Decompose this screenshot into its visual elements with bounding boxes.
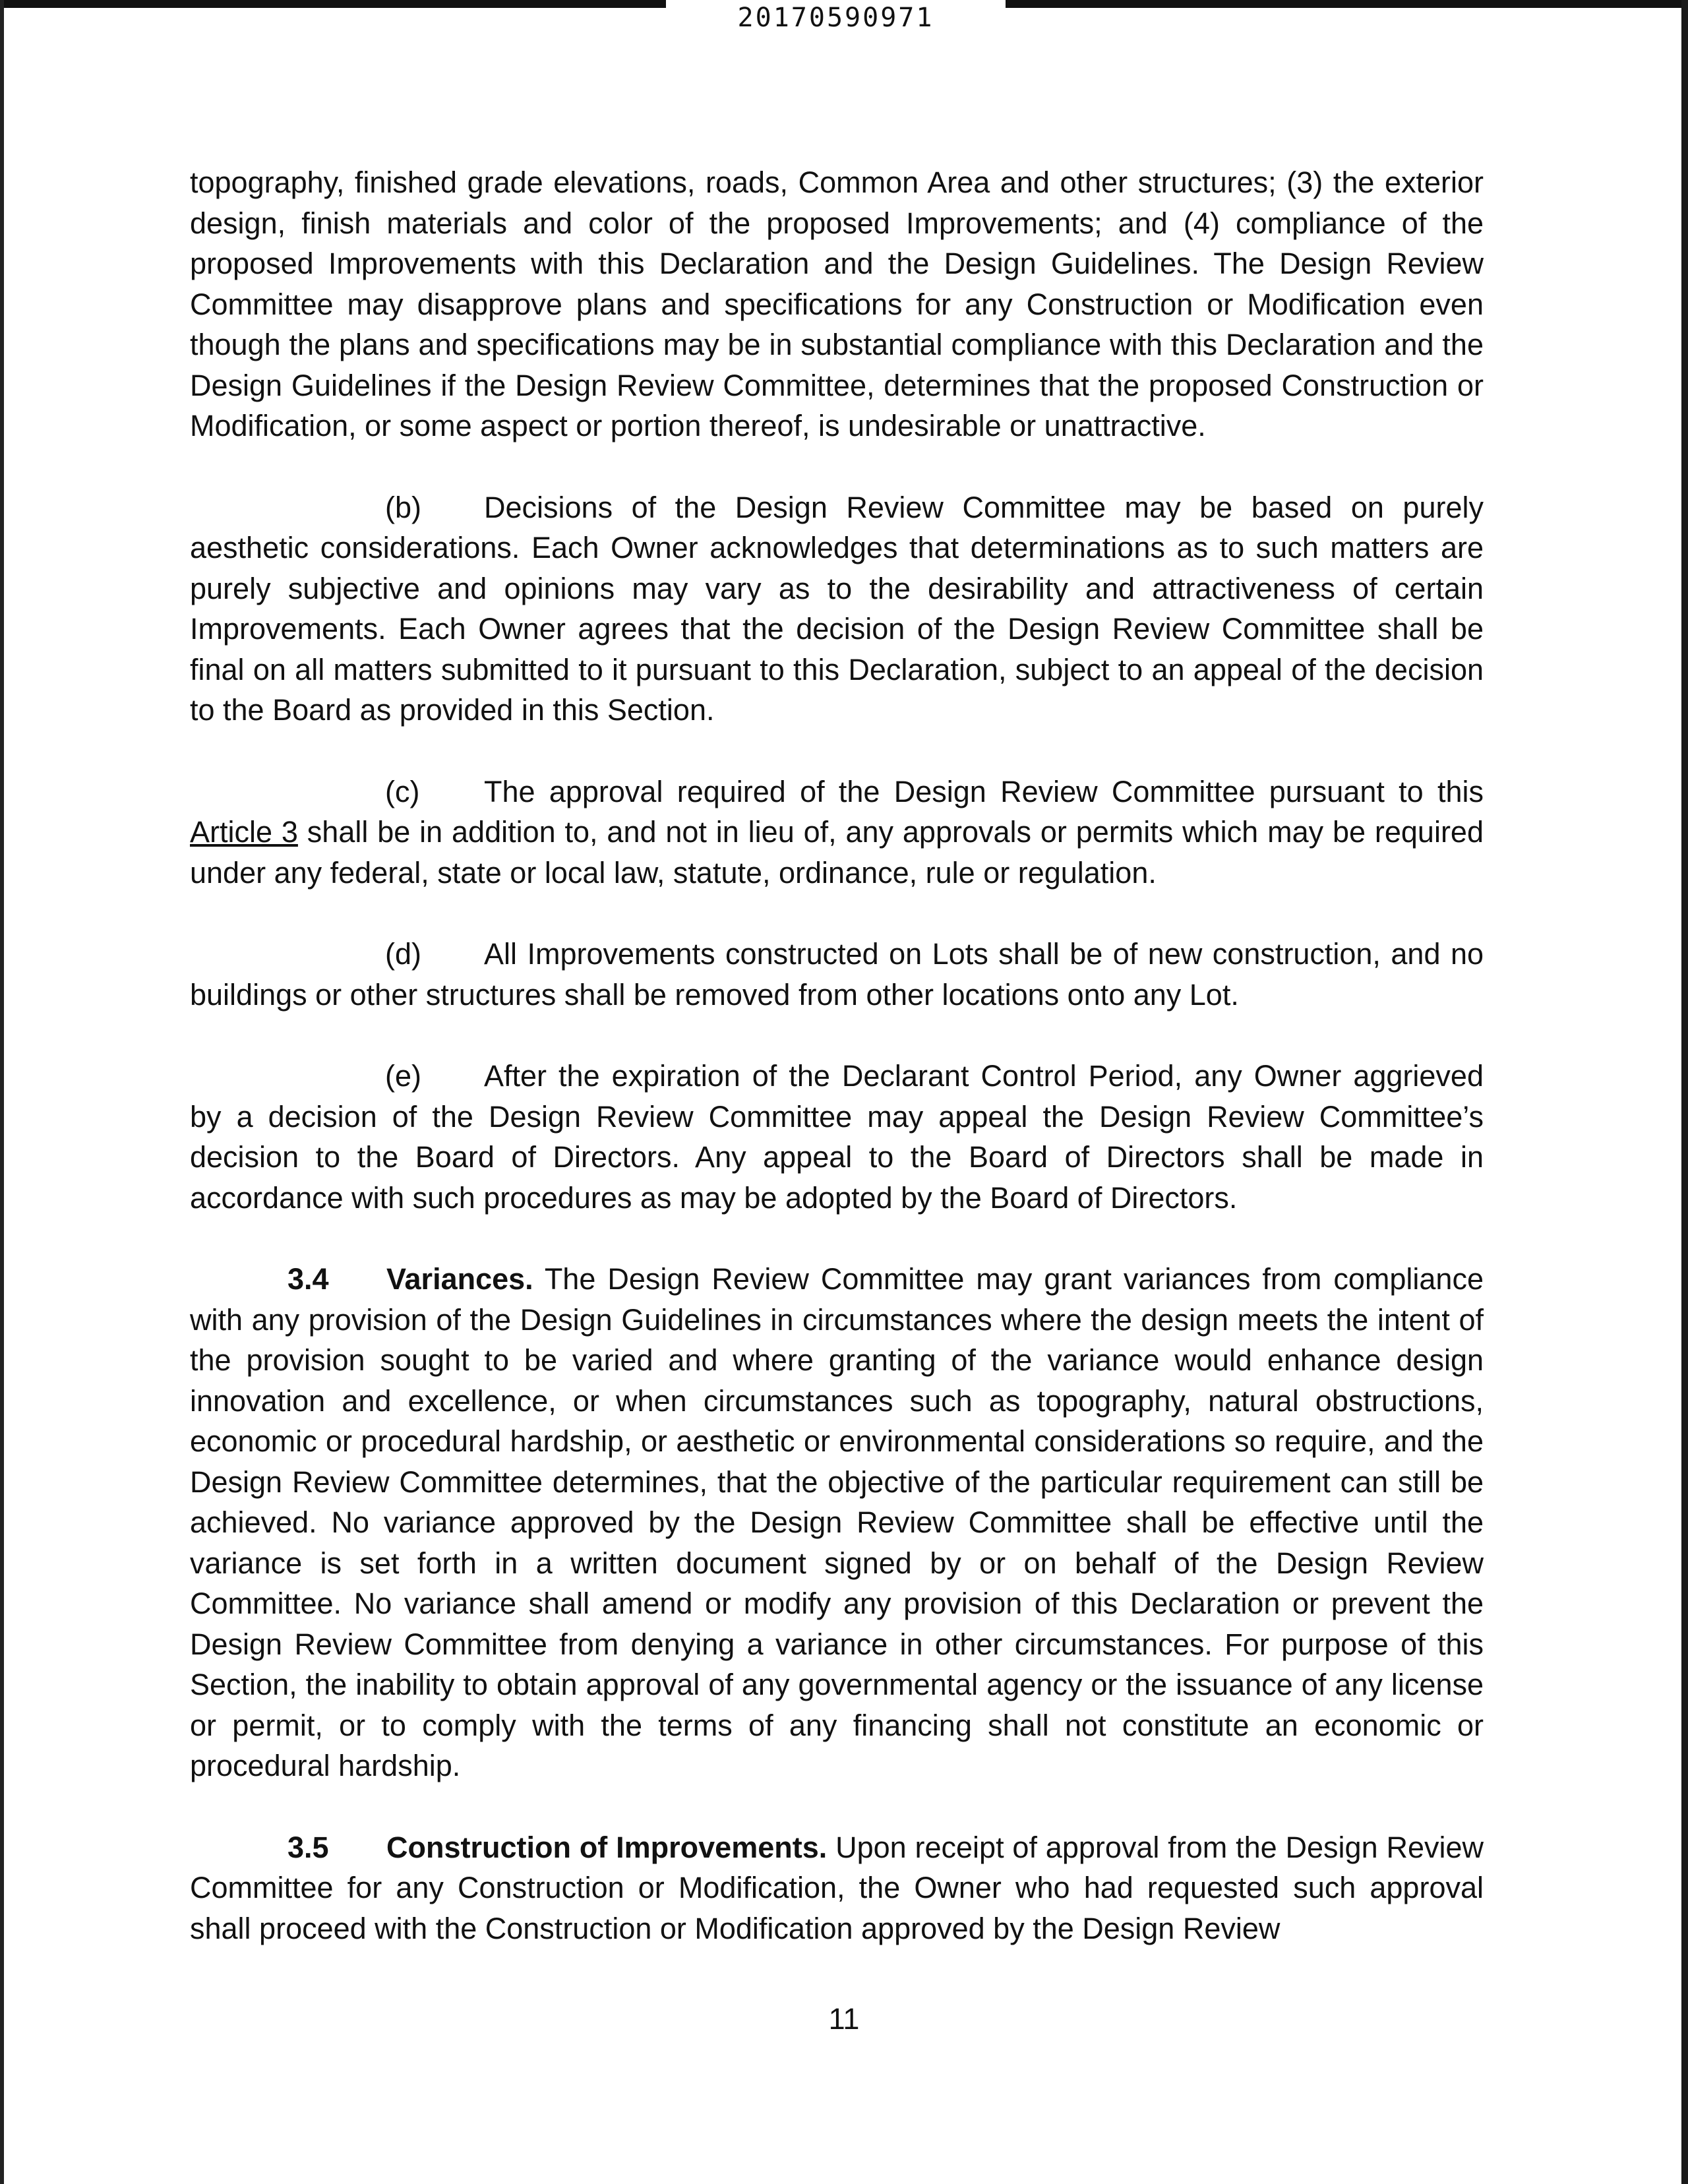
paragraph-e-label: (e): [385, 1059, 421, 1093]
paragraph-b-label: (b): [385, 490, 421, 524]
scan-border-top-left: [0, 0, 666, 8]
article-3-reference: Article 3: [190, 815, 298, 849]
document-number: 20170590971: [737, 3, 934, 33]
section-3-5: [190, 1827, 1484, 1949]
paragraph-d-label: (d): [385, 937, 421, 971]
paragraph-d: [190, 934, 1484, 1015]
scan-border-left: [0, 0, 4, 2184]
scan-border-top-right: [1006, 0, 1688, 8]
paragraph-c-text-before: The approval required of the Design Review Committee pursuant to this: [484, 774, 1484, 808]
paragraph-b: [190, 487, 1484, 731]
section-3-5-title: Construction of Improvements.: [386, 1830, 828, 1864]
paragraph-e: [190, 1056, 1484, 1218]
section-3-5-text: Upon receipt of approval from the Design Review Committee for any Construction or Modification, the Owner who had requested such approval shall proceed with the Construction or Modification approved by the Design Review: [190, 1830, 1484, 1945]
paragraph-c-label: (c): [385, 774, 420, 808]
section-3-5-number: 3.5: [287, 1830, 329, 1864]
scan-border-right: [1681, 0, 1688, 2184]
page-number: 11: [828, 2002, 860, 2036]
paragraph-continuation: topography, finished grade elevations, roads, Common Area and other structures; (3) the exterior design, finish materials and color of the proposed Improvements; and (4) compliance of the proposed Improvements with this Declaration and the Design Guidelines. The Design Review Committee may disapprove plans and specifications for any Construction or Modification even though the plans and specifications may be in substantial compliance with this Declaration and the Design Guidelines if the Design Review Committee, determines that the proposed Construction or Modification, or some aspect or portion thereof, is undesirable or unattractive.: [190, 166, 1484, 442]
section-3-4: [190, 1259, 1484, 1786]
document-body: [190, 162, 1484, 1989]
paragraph-d-text: All Improvements constructed on Lots shall be of new construction, and no buildings or other structures shall be removed from other locations onto any Lot.: [190, 937, 1484, 1012]
section-3-4-number: 3.4: [287, 1262, 329, 1296]
paragraph-e-text: After the expiration of the Declarant Control Period, any Owner aggrieved by a decision of the Design Review Committee may appeal the Design Review Committee’s decision to the Board of Directors. Any appeal to the Board of Directors shall be made in accordance with such procedures as may be adopted by the Board of Directors.: [190, 1059, 1484, 1215]
section-3-4-title: Variances.: [386, 1262, 533, 1296]
paragraph-b-text: Decisions of the Design Review Committee may be based on purely aesthetic considerations. Each Owner acknowledges that determinations as to such matters are purely subjective and opinions may vary as to the desirability and attractiveness of certain Improvements. Each Owner agrees that the decision of the Design Review Committee shall be final on all matters submitted to it pursuant to this Declaration, subject to an appeal of the decision to the Board as provided in this Section.: [190, 490, 1484, 727]
section-3-4-text: The Design Review Committee may grant variances from compliance with any provision of the Design Guidelines in circumstances where the design meets the intent of the provision sought to be varied and where granting of the variance would enhance design innovation and excellence, or when circumstances such as topography, natural obstructions, economic or procedural hardship, or aesthetic or environmental considerations so require, and the Design Review Committee determines, that the objective of the particular requirement can still be achieved. No variance approved by the Design Review Committee shall be effective until the variance is set forth in a written document signed by or on behalf of the Design Review Committee. No variance shall amend or modify any provision of this Declaration or prevent the Design Review Committee from denying a variance in other circumstances. For purpose of this Section, the inability to obtain approval of any governmental agency or the issuance of any license or permit, or to comply with the terms of any financing shall not constitute an economic or procedural hardship.: [190, 1262, 1484, 1782]
paragraph-c: [190, 772, 1484, 894]
paragraph-c-text-after: shall be in addition to, and not in lieu of, any approvals or permits which may be required under any federal, state or local law, statute, ordinance, rule or regulation.: [190, 815, 1484, 890]
